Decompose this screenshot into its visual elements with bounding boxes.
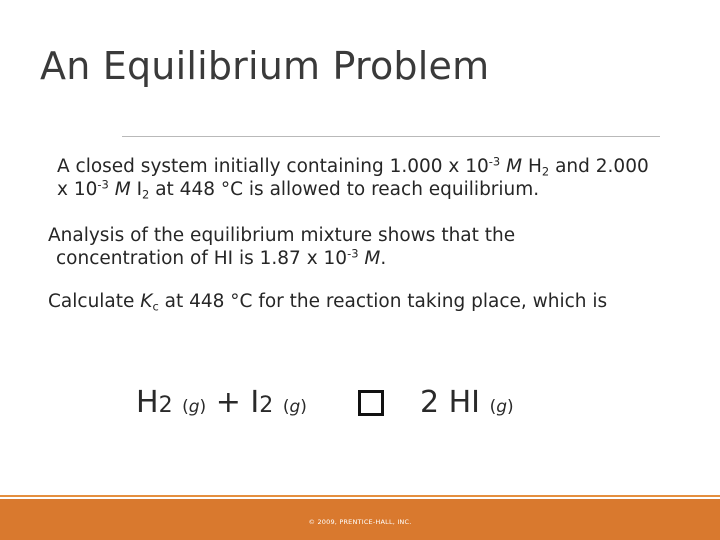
phase-label: (g) — [182, 397, 207, 417]
p1-line-2: x $10^{-3}$ M $I_2$ at 448 °C is allowed to reach equilibrium. — [57, 177, 540, 202]
equation-product: 2 HI (g) — [420, 385, 514, 420]
phase-label: (g) — [282, 397, 307, 417]
copyright-footer: © 2009, PRENTICE-HALL, INC. — [308, 518, 412, 526]
paragraph-analysis — [48, 224, 688, 270]
p2-line-2: concentration of HI is 1.87 x $10^{-3}$ M. — [56, 246, 387, 269]
equation-reactants: H2 (g) + I2 (g) — [136, 385, 307, 420]
p2-line-1: Analysis of the equilibrium mixture shows that the — [48, 225, 516, 246]
phase-label: (g) — [489, 397, 514, 417]
equilibrium-arrow-placeholder-icon — [358, 390, 384, 416]
paragraph-initial-conditions — [57, 155, 697, 201]
title-divider — [122, 136, 660, 137]
paragraph-calculate: Calculate $K_c$ at 448 °C for the reaction taking place, which is — [48, 291, 608, 314]
footer-accent-line — [0, 495, 720, 497]
p1-line-1: A closed system initially containing 1.000 x $10^{-3}$ M $H_2$ and 2.000 — [57, 154, 649, 179]
slide-title: An Equilibrium Problem — [40, 44, 490, 88]
